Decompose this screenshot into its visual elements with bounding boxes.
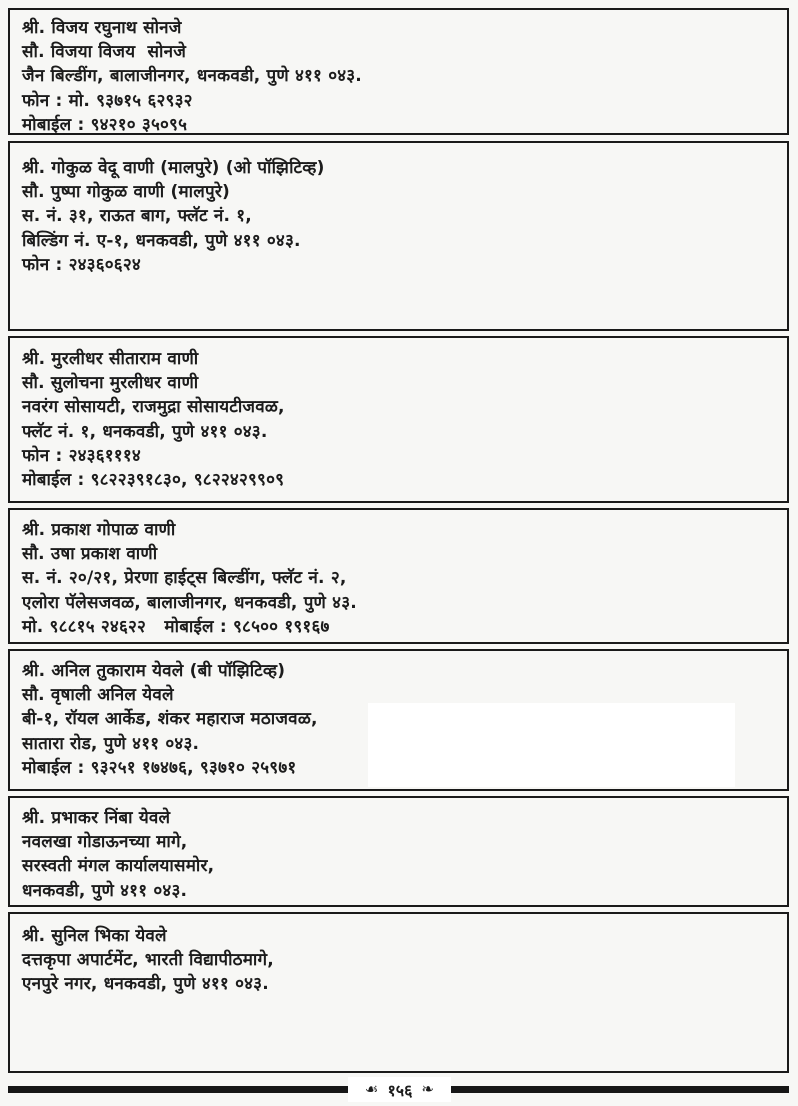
- entry-line: सौ. पुष्पा गोकुळ वाणी (मालपुरे): [22, 182, 230, 203]
- entry-line: बिल्डिंग नं. ए-१, धनकवडी, पुणे ४११ ०४३.: [22, 230, 301, 251]
- entry-line: फोन : मो. ९३७१५ ६२९३२: [22, 90, 193, 111]
- entry-line: स. नं. २०/२१, प्रेरणा हाईट्स बिल्डींग, फ्लॅट नं. २,: [22, 568, 347, 589]
- entry-line: दत्तकृपा अपार्टमेंट, भारती विद्यापीठमागे,: [22, 950, 274, 971]
- entry-card-prakash-wani: [8, 508, 789, 644]
- whiteout-patch: [368, 703, 735, 787]
- entry-line: नवलखा गोडाऊनच्या मागे,: [22, 832, 188, 853]
- entry-line: धनकवडी, पुणे ४११ ०४३.: [22, 880, 188, 901]
- floral-ornament-left-icon: ☙: [365, 1080, 379, 1098]
- entry-line: श्री. अनिल तुकाराम येवले (बी पॉझिटिव्ह): [22, 661, 286, 681]
- entry-line: सौ. सुलोचना मुरलीधर वाणी: [22, 373, 199, 394]
- entry-line: नवरंग सोसायटी, राजमुद्रा सोसायटीजवळ,: [22, 397, 285, 418]
- entry-line: मोबाईल : ९३२५१ १७४७६, ९३७१० २५९७१: [22, 757, 297, 778]
- entry-card-sunil-yevale: [8, 912, 789, 1073]
- entry-line: जैन बिल्डींग, बालाजीनगर, धनकवडी, पुणे ४११ ०४३.: [22, 66, 362, 87]
- entry-line: स. नं. ३१, राऊत बाग, फ्लॅट नं. १,: [22, 206, 252, 227]
- entry-line: मोबाईल : ९८२२३९१८३०, ९८२२४२९९०९: [22, 470, 285, 491]
- entry-line: फ्लॅट नं. १, धनकवडी, पुणे ४११ ०४३.: [22, 421, 268, 442]
- entry-card-murlidhar-wani: [8, 336, 789, 503]
- entry-line: श्री. सुनिल भिका येवले: [22, 926, 167, 946]
- page-number: १५६: [387, 1080, 413, 1100]
- entry-line: सौ. विजया विजय सोनजे: [22, 42, 187, 63]
- entry-card-prabhakar-yevale: [8, 796, 789, 907]
- entry-line: सरस्वती मंगल कार्यालयासमोर,: [22, 856, 215, 877]
- entry-line: बी-१, रॉयल आर्केड, शंकर महाराज मठाजवळ,: [22, 709, 318, 730]
- page-number-box: [348, 1077, 451, 1102]
- entry-card-sonje: [8, 8, 789, 135]
- entry-line: फोन : २४३६१११४: [22, 445, 141, 466]
- entry-line: श्री. विजय रघुनाथ सोनजे: [22, 18, 182, 38]
- entry-line: एनपुरे नगर, धनकवडी, पुणे ४११ ०४३.: [22, 974, 269, 995]
- entry-line: श्री. मुरलीधर सीताराम वाणी: [22, 349, 199, 369]
- entry-line: श्री. प्रकाश गोपाळ वाणी: [22, 520, 176, 540]
- entry-line: एलोरा पॅलेसजवळ, बालाजीनगर, धनकवडी, पुणे ४३.: [22, 592, 357, 613]
- entry-line: मो. ९८८१५ २४६२२ मोबाईल : ९८५०० १९१६७: [22, 616, 330, 637]
- entry-card-gokul-wani: [8, 141, 789, 331]
- entry-line: फोन : २४३६०६२४: [22, 254, 141, 275]
- floral-ornament-right-icon: ❧: [421, 1080, 434, 1098]
- entry-line: सौ. वृषाली अनिल येवले: [22, 685, 174, 706]
- entry-line: सातारा रोड, पुणे ४११ ०४३.: [22, 733, 200, 754]
- entry-line: श्री. प्रभाकर निंबा येवले: [22, 808, 171, 828]
- entry-line: मोबाईल : ९४२१० ३५०९५: [22, 114, 188, 135]
- entry-line: सौ. उषा प्रकाश वाणी: [22, 544, 158, 565]
- entry-line: श्री. गोकुळ वेदू वाणी (मालपुरे) (ओ पॉझिटिव्ह): [22, 158, 325, 178]
